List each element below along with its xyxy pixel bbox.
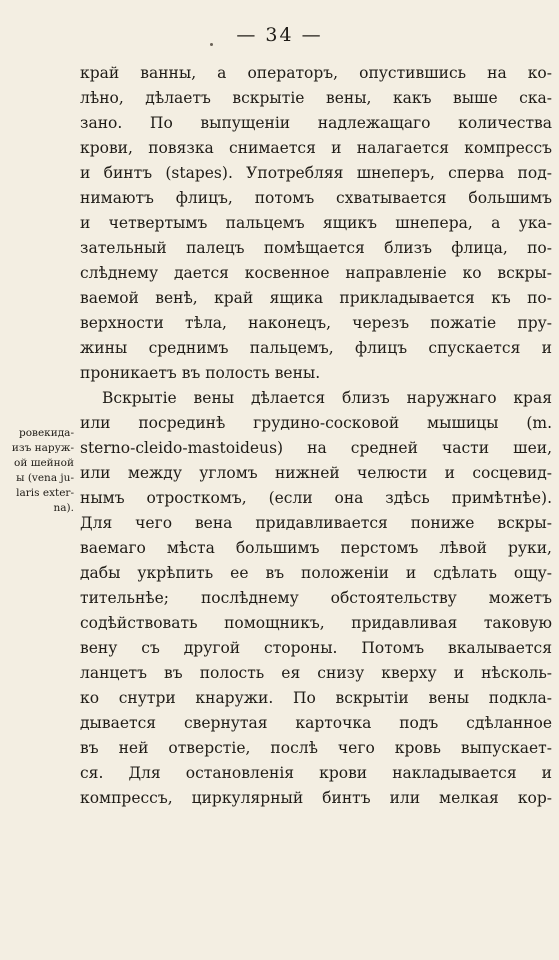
paragraph-1 — [80, 61, 552, 386]
text-line: дывается свернутая карточка подъ сдѣланное — [80, 714, 552, 732]
text-line: крови, повязка снимается и налагается компрессъ — [80, 139, 552, 157]
text-line: зано. По выпущеніи надлежащаго количества — [80, 114, 552, 132]
text-line-first: Вскрытіе вены дѣлается близъ наружнаго края — [102, 389, 552, 407]
text-line: компрессъ, циркулярный бинтъ или мелкая кор- — [80, 789, 552, 807]
text-line: дабы укрѣпить ее въ положеніи и сдѣлать ощу- — [80, 564, 552, 582]
text-line: и бинтъ (stapes). Употребляя шнеперъ, сперва под- — [80, 164, 552, 182]
text-line: лѣно, дѣлаетъ вскрытіе вены, какъ выше ска- — [80, 89, 552, 107]
text-line: нымъ отросткомъ, (если она здѣсь примѣтнѣе). — [80, 489, 552, 507]
margin-note-line: ровекида- — [18, 427, 74, 439]
text-line: нимаютъ флицъ, потомъ схватывается большимъ — [80, 189, 552, 207]
text-line: ся. Для остановленія крови накладывается и — [80, 764, 552, 782]
text-line: ланцетъ въ полость ея снизу кверху и нѣсколь- — [80, 664, 552, 682]
text-line: зательный палецъ помѣщается близъ флица, по- — [80, 239, 552, 257]
text-line: жины среднимъ пальцемъ, флицъ спускается и — [80, 339, 552, 357]
text-line: Для чего вена придавливается пониже вскры- — [80, 514, 552, 532]
text-line: или посрединѣ грудино-сосковой мышицы (m. — [80, 414, 552, 432]
text-line: тительнѣе; послѣднему обстоятельству можетъ — [80, 589, 552, 607]
margin-note-line: ой шейной — [14, 457, 74, 469]
text-line: ваемой венѣ, край ящика прикладывается къ по- — [80, 289, 552, 307]
text-line: sterno-cleido-mastoideus) на средней части шеи, — [80, 439, 552, 457]
page-number: — 34 — — [236, 24, 323, 46]
text-line: ко снутри кнаружи. По вскрытіи вены подкла- — [80, 689, 552, 707]
text-line: и четвертымъ пальцемъ ящикъ шнепера, а ука- — [80, 214, 552, 232]
text-line: верхности тѣла, наконецъ, черезъ пожатіе пру- — [80, 314, 552, 332]
margin-note-line: изъ наруж- — [11, 442, 74, 454]
body-text — [80, 61, 552, 811]
text-line: ваемаго мѣста большимъ перстомъ лѣвой руки, — [80, 539, 552, 557]
paragraph-2 — [80, 386, 552, 811]
text-line: содѣйствовать помощникъ, придавливая таковую — [80, 614, 552, 632]
text-line: вену съ другой стороны. Потомъ вкалывается — [80, 639, 552, 657]
margin-note-line: ы (vena ju- — [16, 472, 74, 484]
margin-note — [0, 426, 74, 516]
margin-note-line: laris exter- — [16, 487, 74, 499]
text-line-last: проникаетъ въ полость вены. — [80, 364, 321, 382]
text-line: край ванны, а операторъ, опустившись на ко- — [80, 64, 552, 82]
text-line: въ ней отверстіе, послѣ чего кровь выпускает- — [80, 739, 552, 757]
text-line: или между угломъ нижней челюсти и сосцевид- — [80, 464, 552, 482]
text-line: слѣднему дается косвенное направленіе ко вскры- — [80, 264, 552, 282]
margin-note-line: na). — [53, 502, 74, 514]
